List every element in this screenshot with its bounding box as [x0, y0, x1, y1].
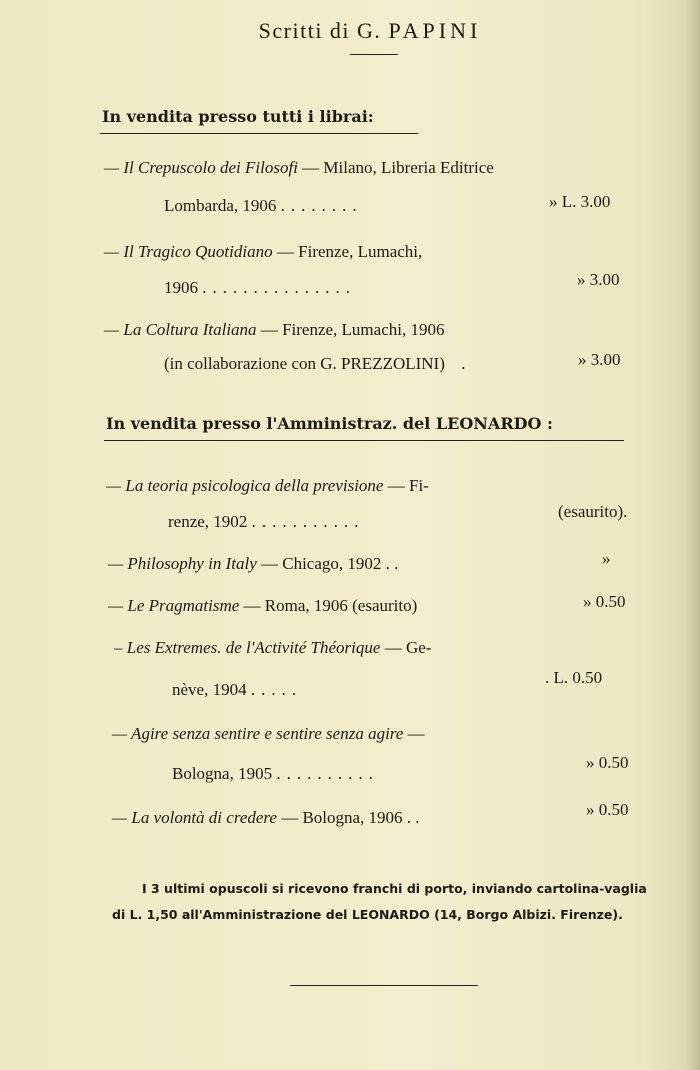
shipping-note: I 3 ultimi opuscoli si ricevono franchi di porto, inviando cartolina-vaglia di L. 1,50 all'Amministrazione del LEONARDO (14, Borgo Albizi. Firenze).	[112, 881, 647, 922]
entry-line1	[104, 242, 422, 262]
entry-title: — La teoria psicologica della previsione	[106, 476, 384, 495]
entry-title: — Philosophy in Italy	[108, 554, 257, 573]
entry-place-year: renze, 1902	[168, 512, 248, 531]
entry-place-year: Lombarda, 1906	[164, 196, 277, 215]
entry-collaboration: (in collaborazione con G. PREZZOLINI)	[164, 354, 445, 373]
section2-underline	[104, 440, 624, 441]
leader-dots: .....	[250, 680, 303, 699]
entry-publisher: — Ge-	[380, 638, 432, 657]
entry-line1	[108, 554, 398, 574]
entry-price: » 0.50	[586, 753, 629, 772]
entry-title: – Les Extremes. de l'Activité Théorique	[114, 638, 381, 657]
entry-price: » 0.50	[583, 592, 626, 611]
title-prefix: Scritti di G.	[258, 18, 382, 43]
entry-line1	[104, 158, 494, 178]
page-edge-shadow	[686, 0, 700, 1070]
entry-publisher: — Firenze, Lumachi,	[272, 242, 423, 261]
entry-line1	[108, 596, 417, 616]
entry-title: — La Coltura Italiana	[104, 320, 257, 339]
entry-title: — Il Tragico Quotidiano	[104, 242, 273, 261]
section1-heading: In vendita presso tutti i librai:	[102, 107, 374, 126]
entry-title: — La volontà di credere	[112, 808, 277, 827]
entry-publisher: — Bologna, 1906 . .	[276, 808, 420, 827]
entry-publisher: — Firenze, Lumachi, 1906	[256, 320, 445, 339]
entry-line2	[168, 512, 364, 532]
entry-price: » 3.00	[577, 270, 620, 289]
entry-line2	[164, 278, 356, 298]
entry-title: — Il Crepuscolo dei Filosofi	[104, 158, 298, 177]
entry-publisher: — Fi-	[383, 476, 429, 495]
entry-status: (esaurito).	[558, 502, 628, 521]
page-title	[0, 18, 700, 44]
entry-line2	[172, 680, 302, 700]
section1-underline	[100, 133, 418, 134]
entry-line2	[164, 354, 471, 374]
entry-place-year: 1906	[164, 278, 198, 297]
entry-title: — Le Pragmatisme	[108, 596, 240, 615]
title-author: PAPINI	[388, 18, 482, 43]
leader-dots: .	[461, 354, 472, 373]
entry-place-year: Bologna, 1905	[172, 764, 273, 783]
entry-publisher: — Milano, Libreria Editrice	[297, 158, 494, 177]
leader-dots: ..........	[276, 764, 379, 783]
entry-title: — Agire senza sentire e sentire senza agire	[112, 724, 404, 743]
title-rule	[350, 54, 398, 55]
entry-publisher: — Roma, 1906 (esaurito)	[239, 596, 418, 615]
entry-publisher: —	[403, 724, 425, 743]
entry-line1	[106, 476, 429, 496]
entry-price: » 0.50	[586, 800, 629, 819]
entry-line1	[112, 808, 420, 828]
entry-price: . L. 0.50	[545, 668, 603, 687]
entry-price: »	[602, 549, 611, 568]
entry-line2	[164, 196, 363, 216]
section2-heading: In vendita presso l'Amministraz. del LEONARDO :	[106, 414, 553, 433]
entry-price: » L. 3.00	[549, 192, 611, 211]
entry-line1	[114, 638, 431, 658]
entry-line1	[112, 724, 425, 744]
entry-price: » 3.00	[578, 350, 621, 369]
entry-line2	[172, 764, 379, 784]
entry-place-year: nève, 1904	[172, 680, 247, 699]
leader-dots: ........	[280, 196, 363, 215]
entry-line1	[104, 320, 444, 340]
entry-publisher: — Chicago, 1902 . .	[256, 554, 399, 573]
leader-dots: ...........	[251, 512, 365, 531]
bottom-rule	[290, 985, 478, 986]
leader-dots: ...............	[202, 278, 356, 297]
